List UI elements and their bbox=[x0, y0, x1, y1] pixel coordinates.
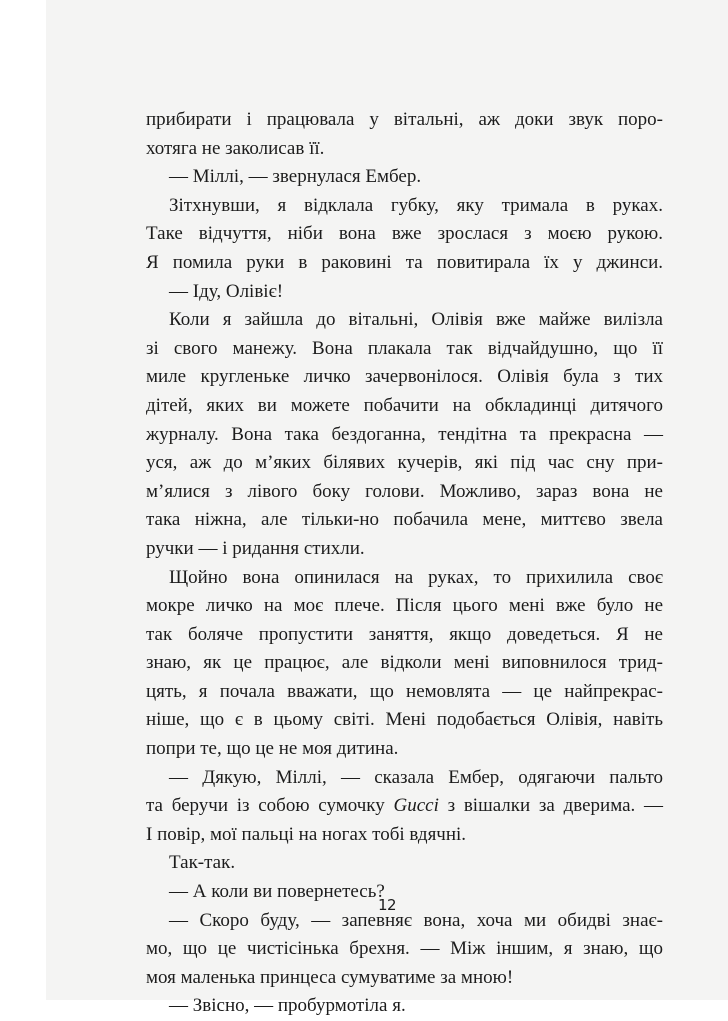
text-line: Коли я зайшла до вітальні, Олівія вже майже вилізла bbox=[169, 309, 663, 331]
brand-name: Gucci bbox=[393, 795, 439, 817]
book-page bbox=[46, 0, 728, 1017]
text-line: дітей, яких ви можете побачити на обкладинці дитячого bbox=[146, 394, 663, 416]
text-line: Щойно вона опинилася на руках, то прихилила своє bbox=[169, 566, 663, 588]
text-line: знаю, як це працює, але відколи мені виповнилося трид- bbox=[146, 652, 663, 674]
text-line: — А коли ви повернетесь? bbox=[169, 881, 385, 903]
text-line: І повір, мої пальці на ногах тобі вдячні. bbox=[146, 823, 467, 845]
text-line: попри те, що це не моя дитина. bbox=[146, 738, 399, 760]
text-line: прибирати і працювала у вітальні, аж доки звук поро- bbox=[146, 109, 663, 130]
text-line: Зітхнувши, я відклала губку, яку тримала в руках. bbox=[169, 194, 663, 216]
text-line: зі свого манежу. Вона плакала так відчайдушно, що її bbox=[146, 337, 663, 359]
text-line: Я помила руки в раковині та повитирала їх у джинси. bbox=[146, 251, 663, 273]
text-line: — Звісно, — пробурмотіла я. bbox=[169, 995, 406, 1017]
text-line: — Скоро буду, — запевняє вона, хоча ми обидві знає- bbox=[169, 909, 663, 931]
text-line: ніше, що є в цьому світі. Мені подобається Олівія, навіть bbox=[146, 709, 663, 731]
text-line: цять, я почала вважати, що немовлята — це найпрекрас- bbox=[146, 680, 663, 702]
text-line: Таке відчуття, ніби вона вже зрослася з моєю рукою. bbox=[146, 223, 663, 245]
text-line: та беручи із собою сумочку Gucci з вішалки за дверима. — bbox=[146, 795, 663, 817]
text-line: уся, аж до м’яких білявих кучерів, які під час сну при- bbox=[146, 452, 663, 474]
text-line: миле кругленьке личко зачервонілося. Олівія була з тих bbox=[146, 366, 663, 388]
body-text bbox=[146, 106, 663, 1021]
text-line: хотяга не заколисав її. bbox=[146, 137, 325, 159]
text-line: — Іду, Олівіє! bbox=[169, 280, 284, 302]
text-line: ручки — і ридання стихли. bbox=[146, 537, 365, 559]
text-line: журналу. Вона така бездоганна, тендітна та прекрасна — bbox=[146, 423, 663, 445]
text-line: Так-так. bbox=[169, 852, 236, 874]
text-line: мо, що це чистісінька брехня. — Між іншим, я знаю, що bbox=[146, 938, 663, 960]
text-line: моя маленька принцеса сумуватиме за мною! bbox=[146, 966, 514, 988]
text-line: — Дякую, Міллі, — сказала Ембер, одягаючи пальто bbox=[169, 766, 663, 788]
text-line: так боляче пропустити заняття, якщо доведеться. Я не bbox=[146, 623, 663, 645]
text-line: така ніжна, але тільки-но побачила мене, миттєво звела bbox=[146, 509, 663, 531]
text-line: м’ялися з лівого боку голови. Можливо, зараз вона не bbox=[146, 480, 663, 502]
page-number: 12 bbox=[377, 896, 397, 914]
text-line: — Міллі, — звернулася Ембер. bbox=[169, 166, 422, 188]
text-line: мокре личко на моє плече. Після цього мені вже було не bbox=[146, 595, 663, 617]
